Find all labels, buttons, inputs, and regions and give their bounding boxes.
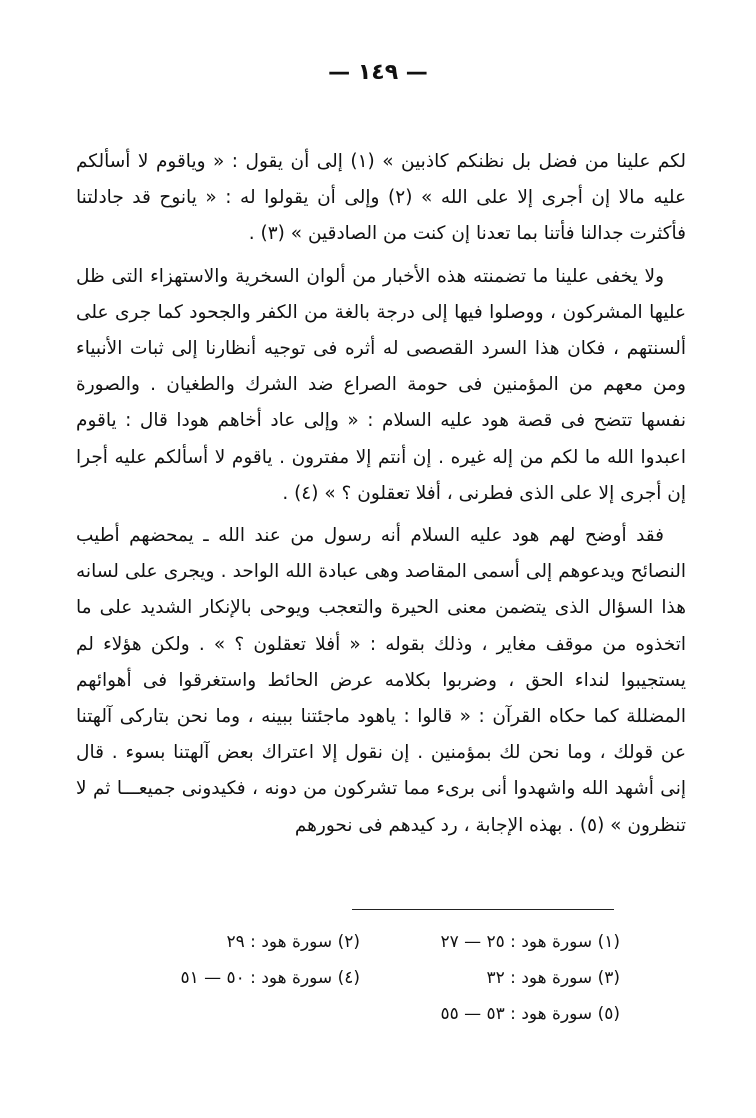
- paragraph-3-text: فقد أوضح لهم هود عليه السلام أنه رسول من عند الله ـ يمحضهم أطيب النصائح ويدعوهم إلى أسمى المقاصد وهى عبادة الله الواحد . ويجرى على لسانه هذا السؤال الذى يتضمن معنى الحيرة والتعجب ويوحى بالإنكار الشديد على ما اتخذوه من موقف مغاير ، وذلك بقوله : « أفلا تعقلون ؟ » . ولكن هؤلاء لم يستجيبوا لنداء الحق ، وضربوا بكلامه عرض الحائط واستغرقوا فى أهوائهم المضللة كما حكاه القرآن : « قالوا : ياهود ماجئتنا ببينه ، وما نحن بتاركى آلهتنا عن قولك ، وما نحن لك بمؤمنين . إن نقول إلا اعتراك بعض آلهتنا بسوء . قال إنى أشهد الله واشهدوا أنى برىء مما تشركون من دونه ، فكيدونى جميعـــا ثم لا تنظرون » (٥) . بهذه الإجابة ، رد كيدهم فى نحورهم: [76, 525, 686, 836]
- paragraph-2-text: ولا يخفى علينا ما تضمنته هذه الأخبار من ألوان السخرية والاستهزاء التى ظل عليها المشركون ، ووصلوا فيها إلى درجة بالغة من الكفر والجحود كما جرى على ألسنتهم ، فكان هذا السرد القصصى له أثره فى توجيه أنظارنا إلى ثبات الأنبياء ومن معهم من المؤمنين فى حومة الصراع ضد الشرك والطغيان . والصورة نفسها تتضح فى قصة هود عليه السلام : « وإلى عاد أخاهم هودا قال : ياقوم اعبدوا الله ما لكم من إله غيره . إن أنتم إلا مفترون . ياقوم لا أسألكم عليه أجرا إن أجرى إلا على الذى فطرنى ، أفلا تعقلون ؟ » (٤) .: [76, 265, 686, 504]
- footnote-row: [100, 924, 620, 960]
- footnote-5: (٥) سورة هود : ٥٣ — ٥٥: [440, 1004, 620, 1024]
- page-number: — ١٤٩ —: [328, 60, 428, 85]
- body-text: [76, 144, 686, 844]
- footnote-1: (١) سورة هود : ٢٥ — ٢٧: [440, 932, 620, 952]
- paragraph-1: لكم علينا من فضل بل نظنكم كاذبين » (١) إلى أن يقول : « وياقوم لا أسألكم عليه مالا إن أجرى إلا على الله » (٢) وإلى أن يقولوا له : « يانوح قد جادلتنا فأكثرت جدالنا فأتنا بما تعدنا إن كنت من الصادقين » (٣) .: [76, 151, 686, 245]
- paragraph-3: [76, 518, 686, 844]
- paragraph-2: [76, 259, 686, 512]
- footnote-2: (٢) سورة هود : ٢٩: [226, 932, 360, 952]
- footnote-row: [100, 996, 620, 1032]
- footnote-3: (٣) سورة هود : ٣٢: [486, 968, 620, 988]
- footnotes: [100, 924, 620, 1032]
- footnote-divider: [352, 909, 614, 910]
- footnote-4: (٤) سورة هود : ٥٠ — ٥١: [180, 968, 360, 988]
- footnote-empty: [100, 996, 360, 1032]
- footnote-row: [100, 960, 620, 996]
